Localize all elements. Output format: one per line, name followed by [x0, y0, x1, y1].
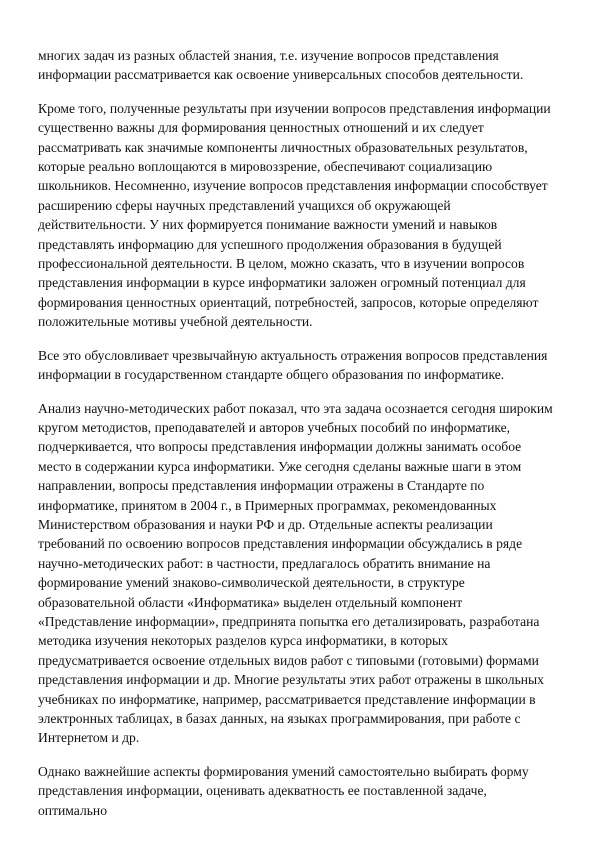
paragraph-2: Кроме того, полученные результаты при изучении вопросов представления информации существенно важны для формирования ценностных отношений и их следует рассматривать как значимые компоненты личностных образовательных результатов, которые реально воплощаются в мировоззрение, обеспечивают социализацию школьников. Несомненно, изучение вопросов представления информации способствует расширению сферы научных представлений учащихся об окружающей действительности. У них формируется понимание важности умений и навыков представлять информацию для успешного продолжения образования в будущей профессиональной деятельности. В целом, можно сказать, что в изучении вопросов представления информации в курсе информатики заложен огромный потенциал для формирования ценностных ориентаций, потребностей, запросов, которые определяют положительные мотивы учебной деятельности. — [38, 100, 551, 330]
paragraph-4: Анализ научно-методических работ показал, что эта задача осознается сегодня широким кругом методистов, преподавателей и авторов учебных пособий по информатике, подчеркивается, что вопросы представления информации должны занимать особое место в содержании курса информатики. Уже сегодня сделаны важные шаги в этом направлении, вопросы представления информации отражены в Стандарте по информатике, принятом в 2004 г., в Примерных программах, рекомендованных Министерством образования и науки РФ и др. Отдельные аспекты реализации требований по освоению вопросов представления информации обсуждались в ряде научно-методических работ: в частности, предлагалось обратить внимание на формирование умений знаково-символической деятельности, в структуре образовательной области «Информатика» выделен отдельный компонент «Представление информации», предпринята попытка его детализировать, разработана методика изучения некоторых разделов курса информатики, в которых предусматривается освоение отдельных видов работ с типовыми (готовыми) формами представления информации и др. Многие результаты этих работ отражены в школьных учебниках по информатике, например, рассматривается представление информации в электронных таблицах, в базах данных, на языках программирования, при работе с Интернетом и др. — [38, 400, 553, 746]
paragraph-5: Однако важнейшие аспекты формирования умений самостоятельно выбирать форму представления информации, оценивать адекватность ее поставленной задаче, оптимально — [38, 763, 529, 818]
paragraph-1: многих задач из разных областей знания, т.е. изучение вопросов представления информации рассматривается как освоение универсальных способов деятельности. — [38, 48, 524, 83]
paragraph-3: Все это обусловливает чрезвычайную актуальность отражения вопросов представления информации в государственном стандарте общего образования по информатике. — [38, 347, 548, 383]
